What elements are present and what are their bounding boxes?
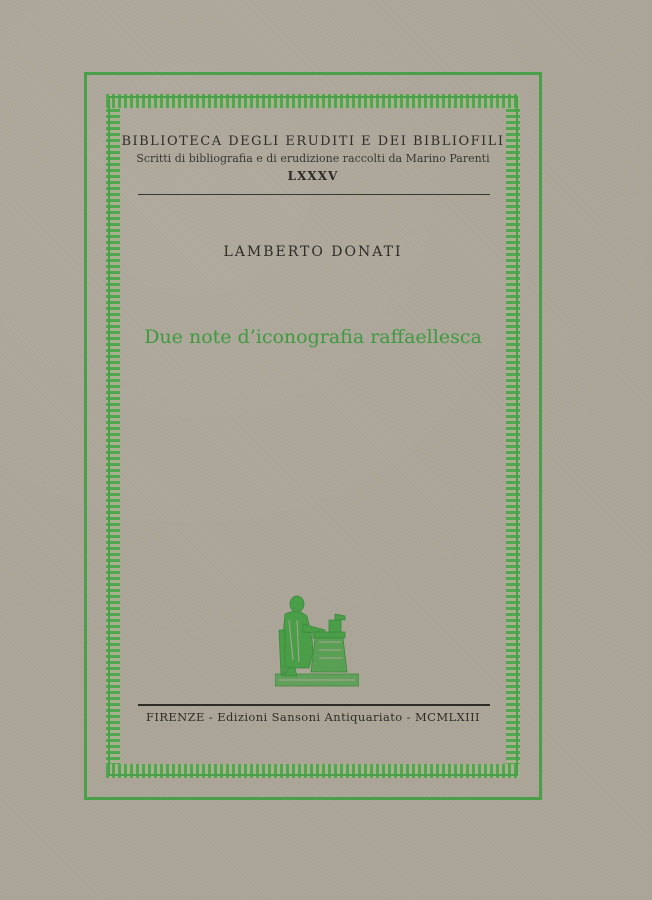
- publisher-imprint: FIRENZE - Edizioni Sansoni Antiquariato - MCMLXIII: [146, 710, 480, 724]
- cover-content: [110, 98, 516, 774]
- series-subtitle: Scritti di bibliografia e di erudizione raccolti da Marino Parenti: [136, 152, 490, 165]
- series-number: LXXXV: [287, 169, 339, 183]
- author-name: LAMBERTO DONATI: [223, 244, 403, 260]
- series-block: [110, 134, 516, 184]
- bottom-divider: [138, 704, 490, 706]
- top-divider: [138, 194, 490, 195]
- series-title: BIBLIOTECA DEGLI ERUDITI E DEI BIBLIOFILI: [121, 134, 505, 149]
- book-title: Due note d’iconografia raffaellesca: [144, 326, 482, 348]
- scholar-at-desk-icon: [275, 590, 359, 690]
